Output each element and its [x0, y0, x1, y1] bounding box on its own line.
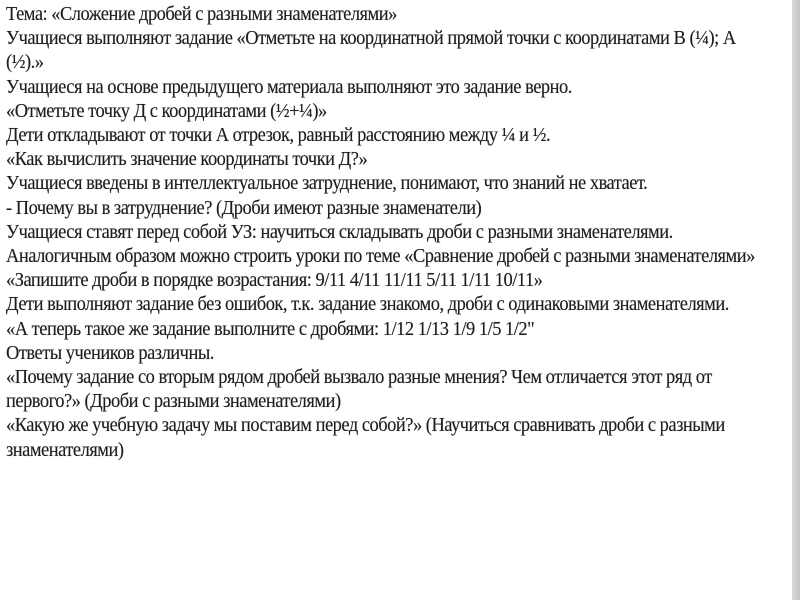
document-line: (½).» [6, 51, 44, 74]
document-line: Учащиеся выполняют задание «Отметьте на координатной прямой точки с координатами В (¼); А [6, 27, 736, 50]
document-line: «Какую же учебную задачу мы поставим перед собой?» (Научиться сравнивать дроби с разными [6, 414, 725, 437]
document-line: Учащиеся введены в интеллектуальное затруднение, понимают, что знаний не хватает. [6, 172, 648, 195]
page-edge [792, 0, 800, 600]
document-line: Дети откладывают от точки А отрезок, равный расстоянию между ¼ и ½. [6, 124, 551, 147]
document-line: «Почему задание со вторым рядом дробей вызвало разные мнения? Чем отличается этот ряд от [6, 366, 712, 389]
document-line: Учащиеся на основе предыдущего материала выполняют это задание верно. [6, 75, 572, 98]
document-line: первого?» (Дроби с разными знаменателями) [6, 390, 341, 413]
document-line: «Запишите дроби в порядке возрастания: 9/11 4/11 11/11 5/11 1/11 10/11» [6, 269, 543, 292]
document-line: «Как вычислить значение координаты точки Д?» [6, 148, 368, 171]
document-line-title: Тема: «Сложение дробей с разными знаменателями» [6, 3, 397, 25]
document-line: «Отметьте точку Д с координатами (½+¼)» [6, 99, 327, 122]
document-line: знаменателями) [6, 438, 124, 461]
document-line: Дети выполняют задание без ошибок, т.к. задание знакомо, дроби с одинаковыми знаменателями. [6, 293, 729, 316]
document-text [6, 2, 786, 462]
document-line: Аналогичным образом можно строить уроки по теме «Сравнение дробей с разными знаменателями» [6, 245, 755, 268]
document-line: «А теперь такое же задание выполните с дробями: 1/12 1/13 1/9 1/5 1/2" [6, 317, 535, 340]
document-line: Ответы учеников различны. [6, 341, 214, 364]
document-line: Учащиеся ставят перед собой УЗ: научиться складывать дроби с разными знаменателями. [6, 220, 673, 243]
document-line: - Почему вы в затруднение? (Дроби имеют разные знаменатели) [6, 196, 482, 219]
